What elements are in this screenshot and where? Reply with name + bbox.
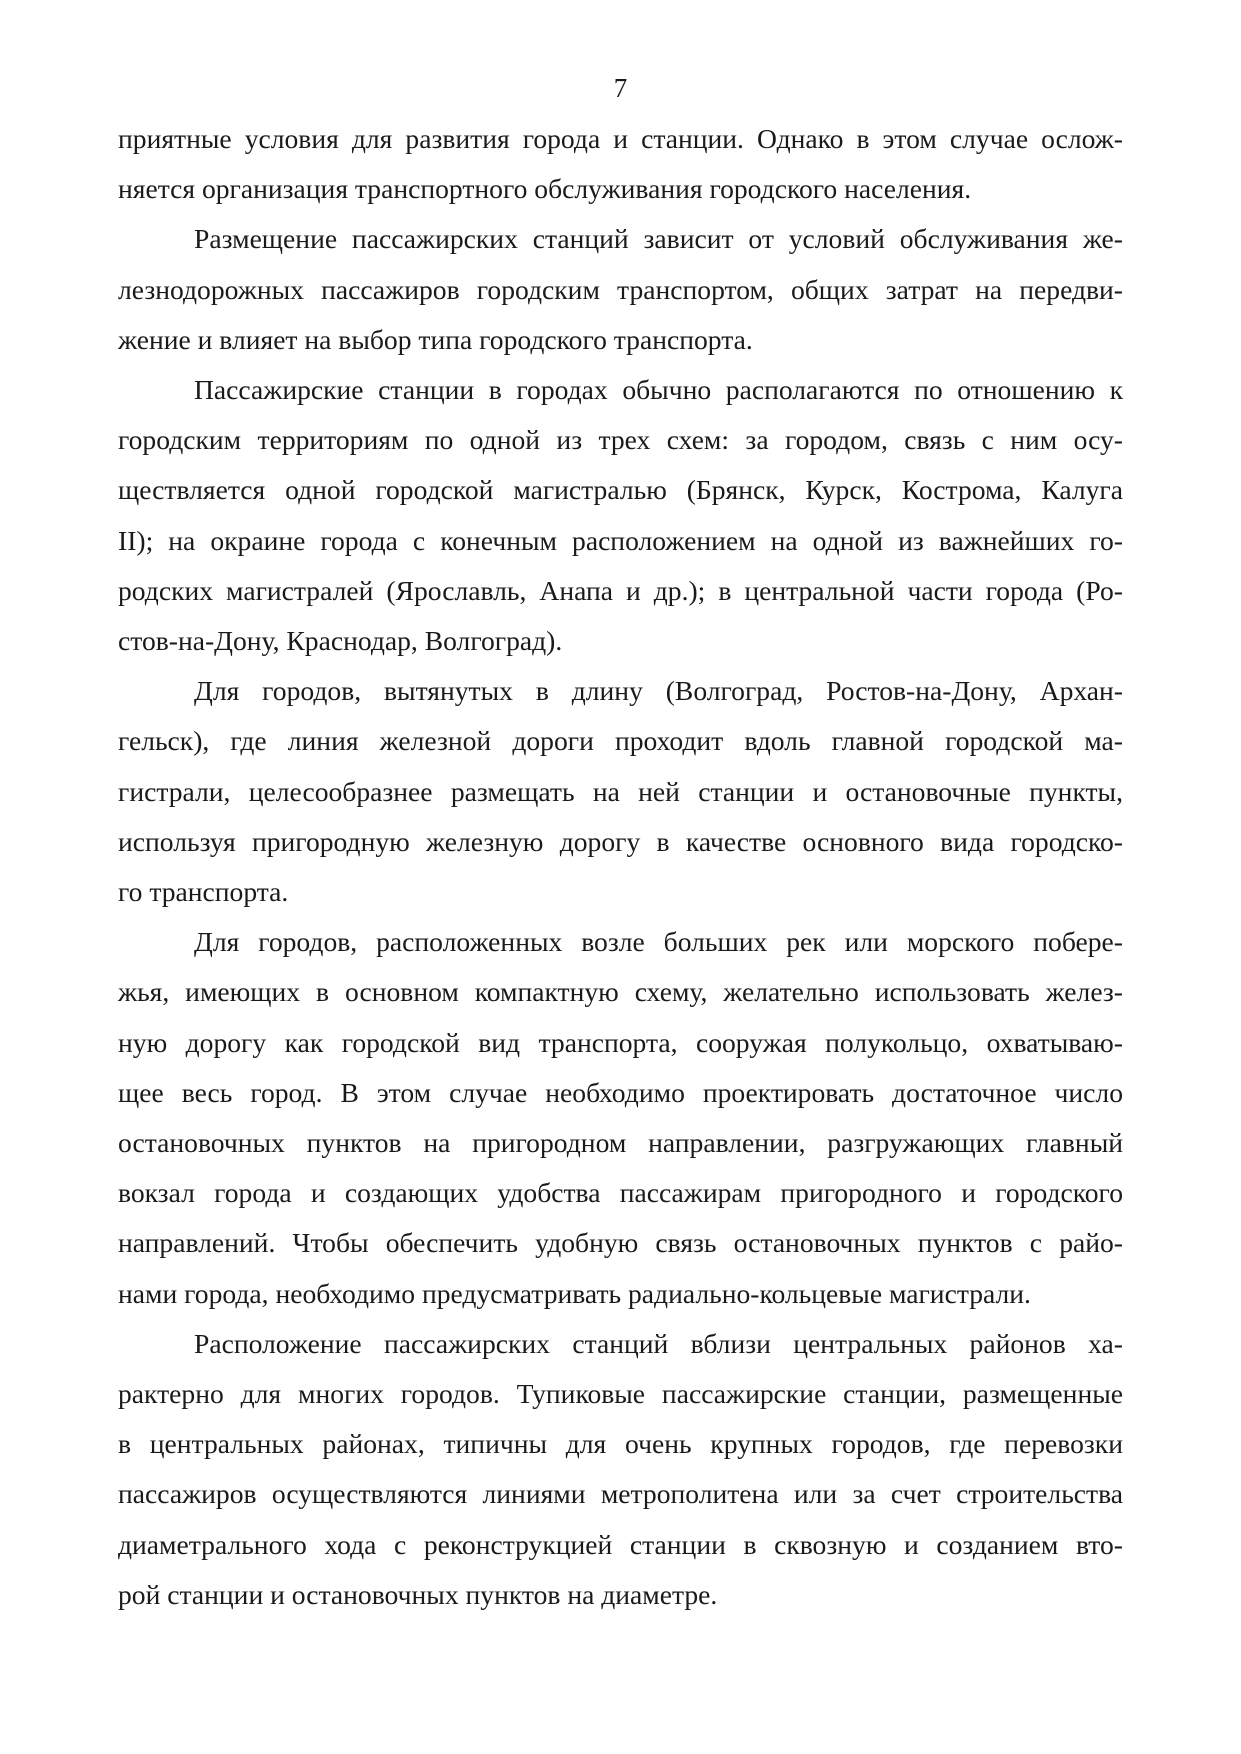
paragraph-6 [118, 1319, 1123, 1620]
text-line: жья, имеющих в основном компактную схему, желательно использовать желез- [118, 976, 1123, 1008]
text-line: Пассажирские станции в городах обычно располагаются по отношению к [194, 374, 1123, 406]
document-body [118, 114, 1123, 1620]
text-line: ществляется одной городской магистралью (Брянск, Курск, Кострома, Калуга [118, 474, 1123, 506]
text-line: вокзал города и создающих удобства пассажирам пригородного и городского [118, 1177, 1123, 1209]
paragraph-2 [118, 214, 1123, 365]
text-line: приятные условия для развития города и станции. Однако в этом случае ослож- [118, 123, 1123, 154]
text-line: рой станции и остановочных пунктов на диаметре. [118, 1578, 718, 1610]
text-line: используя пригородную железную дорогу в качестве основного вида городско- [118, 825, 1123, 857]
text-line: Расположение пассажирских станций вблизи центральных районов ха- [194, 1327, 1123, 1359]
text-line: направлений. Чтобы обеспечить удобную связь остановочных пунктов с райо- [118, 1227, 1123, 1259]
text-line: родских магистралей (Ярославль, Анапа и др.); в центральной части города (Ро- [118, 574, 1123, 606]
text-line: жение и влияет на выбор типа городского транспорта. [118, 323, 753, 355]
text-line: рактерно для многих городов. Тупиковые пассажирские станции, размещенные [118, 1378, 1123, 1410]
text-line: стов-на-Дону, Краснодар, Волгоград). [118, 625, 563, 657]
text-line: няется организация транспортного обслуживания городского населения. [118, 173, 972, 205]
paragraph-3 [118, 365, 1123, 666]
text-line: лезнодорожных пассажиров городским транспортом, общих затрат на передви- [118, 273, 1123, 305]
text-line: го транспорта. [118, 876, 289, 908]
text-line: диаметрального хода с реконструкцией станции в сквозную и созданием вто- [118, 1528, 1123, 1560]
text-line: II); на окраине города с конечным расположением на одной из важнейших го- [118, 524, 1123, 556]
text-line: пассажиров осуществляются линиями метрополитена или за счет строительства [118, 1478, 1123, 1510]
text-line: в центральных районах, типичны для очень крупных городов, где перевозки [118, 1428, 1123, 1460]
paragraph-4 [118, 666, 1123, 917]
text-line: Для городов, расположенных возле больших рек или морского побере- [194, 926, 1123, 958]
text-line: гистрали, целесообразнее размещать на ней станции и остановочные пункты, [118, 775, 1123, 807]
paragraph-5 [118, 917, 1123, 1319]
text-line: гельск), где линия железной дороги проходит вдоль главной городской ма- [118, 725, 1123, 757]
text-line: остановочных пунктов на пригородном направлении, разгружающих главный [118, 1127, 1123, 1159]
paragraph-1 [118, 114, 1123, 214]
text-line: городским территориям по одной из трех схем: за городом, связь с ним осу- [118, 424, 1123, 456]
text-line: Размещение пассажирских станций зависит от условий обслуживания же- [194, 223, 1123, 255]
text-line: Для городов, вытянутых в длину (Волгоград, Ростов-на-Дону, Архан- [194, 675, 1123, 707]
text-line: щее весь город. В этом случае необходимо проектировать достаточное число [118, 1076, 1123, 1108]
text-line: нами города, необходимо предусматривать радиально-кольцевые магистрали. [118, 1277, 1031, 1309]
page-number: 7 [613, 73, 628, 103]
text-line: ную дорогу как городской вид транспорта, сооружая полукольцо, охватываю- [118, 1026, 1123, 1058]
